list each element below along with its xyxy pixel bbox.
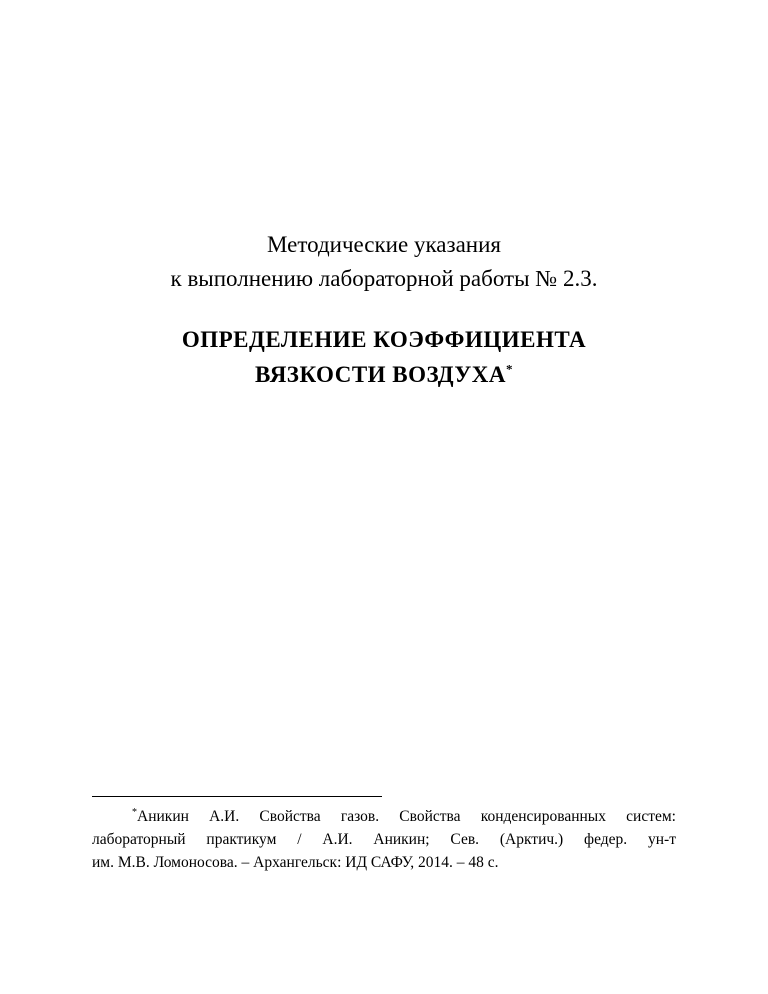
footnote-line-1-text: Аникин А.И. Свойства газов. Свойства конденсированных систем: <box>137 808 676 825</box>
title-line-2 <box>0 357 768 392</box>
footnote <box>92 805 676 874</box>
footnote-divider <box>92 796 382 797</box>
footnote-line-2: лабораторный практикум / А.И. Аникин; Сев. (Арктич.) федер. ун-т <box>92 831 676 848</box>
title-footnote-mark: * <box>505 361 513 377</box>
footnote-line-3: им. М.В. Ломоносова. – Архангельск: ИД САФУ, 2014. – 48 с. <box>92 854 499 871</box>
subtitle-line-2: к выполнению лабораторной работы № 2.3. <box>170 266 598 291</box>
page-title <box>0 322 768 392</box>
footnote-line-1 <box>92 805 676 828</box>
subtitle-line-1: Методические указания <box>267 232 501 257</box>
footnote-mark: * <box>132 806 137 818</box>
subtitle-block <box>0 228 768 296</box>
title-line-1: ОПРЕДЕЛЕНИЕ КОЭФФИЦИЕНТА <box>181 327 587 352</box>
title-line-2-text: ВЯЗКОСТИ ВОЗДУХА <box>255 362 506 387</box>
